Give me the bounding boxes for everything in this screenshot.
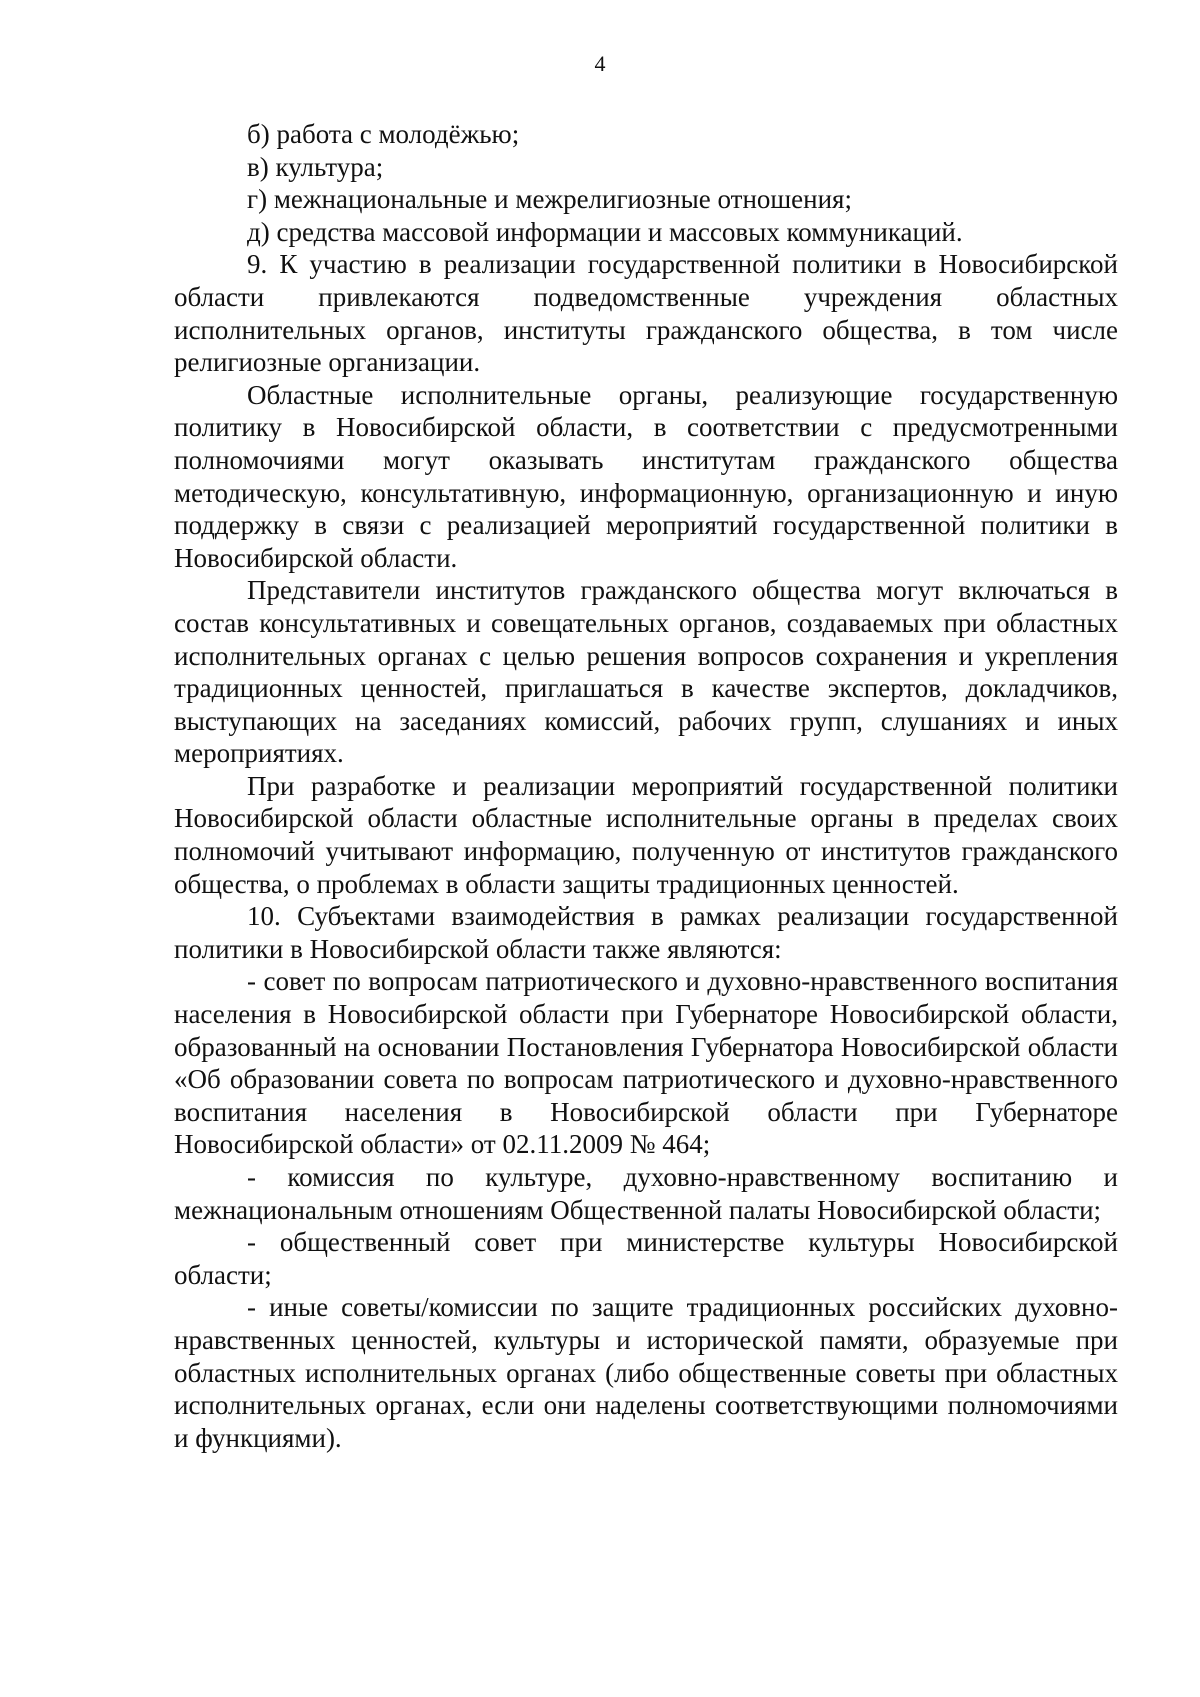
list-item-culture: в) культура; <box>247 151 384 182</box>
paragraph-executive-bodies-support: Областные исполнительные органы, реализующие государственную политику в Новосибирской области, в соответствии с предусмотренными полномочиями могут оказывать институтам гражданского общества методическую, консультативную, информационную, организационную и иную поддержку в связи с реализацией мероприятий государственной политики в Новосибирской области. <box>174 379 1118 573</box>
list-item-interethnic-relations: г) межнациональные и межрелигиозные отношения; <box>247 184 852 215</box>
paragraph-10: 10. Субъектами взаимодействия в рамках реализации государственной политики в Новосибирской области также являются: <box>174 901 1118 964</box>
paragraph-civil-society-representatives: Представители институтов гражданского общества могут включаться в состав консультативных и совещательных органов, создаваемых при областных исполнительных органах с целью решения вопросов сохранения и укрепления традиционных ценностей, приглашаться в качестве экспертов, докладчиков, выступающих на заседаниях комиссий, рабочих групп, слушаниях и иных мероприятиях. <box>174 575 1118 769</box>
document-body <box>174 118 1118 1454</box>
list-item-public-council: - общественный совет при министерстве культуры Новосибирской области; <box>174 1227 1118 1290</box>
list-item-youth: б) работа с молодёжью; <box>247 119 520 149</box>
page-number: 4 <box>594 51 606 76</box>
paragraph-development-of-measures: При разработке и реализации мероприятий государственной политики Новосибирской области областные исполнительные органы в пределах своих полномочий учитывают информацию, полученную от институтов гражданского общества, о проблемах в области защиты традиционных ценностей. <box>174 770 1118 899</box>
list-item-patriotic-council: - совет по вопросам патриотического и духовно-нравственного воспитания населения в Новосибирской области при Губернаторе Новосибирской области, образованный на основании Постановления Губернатора Новосибирской области «Об образовании совета по вопросам патриотического и духовно-нравственного воспитания населения в Новосибирской области при Губернаторе Новосибирской области» от 02.11.2009 № 464; <box>174 966 1118 1160</box>
list-item-mass-media: д) средства массовой информации и массовых коммуникаций. <box>247 216 963 247</box>
list-item-culture-commission: - комиссия по культуре, духовно-нравственному воспитанию и межнациональным отношениям Общественной палаты Новосибирской области; <box>174 1162 1118 1225</box>
paragraph-9: 9. К участию в реализации государственной политики в Новосибирской области привлекаются подведомственные учреждения областных исполнительных органов, институты гражданского общества, в том числе религиозные организации. <box>174 249 1118 378</box>
list-item-other-councils: - иные советы/комиссии по защите традиционных российских духовно-нравственных ценностей, культуры и исторической памяти, образуемые при областных исполнительных органах (либо общественные советы при областных исполнительных органах, если они наделены соответствующими полномочиями и функциями). <box>174 1292 1118 1453</box>
